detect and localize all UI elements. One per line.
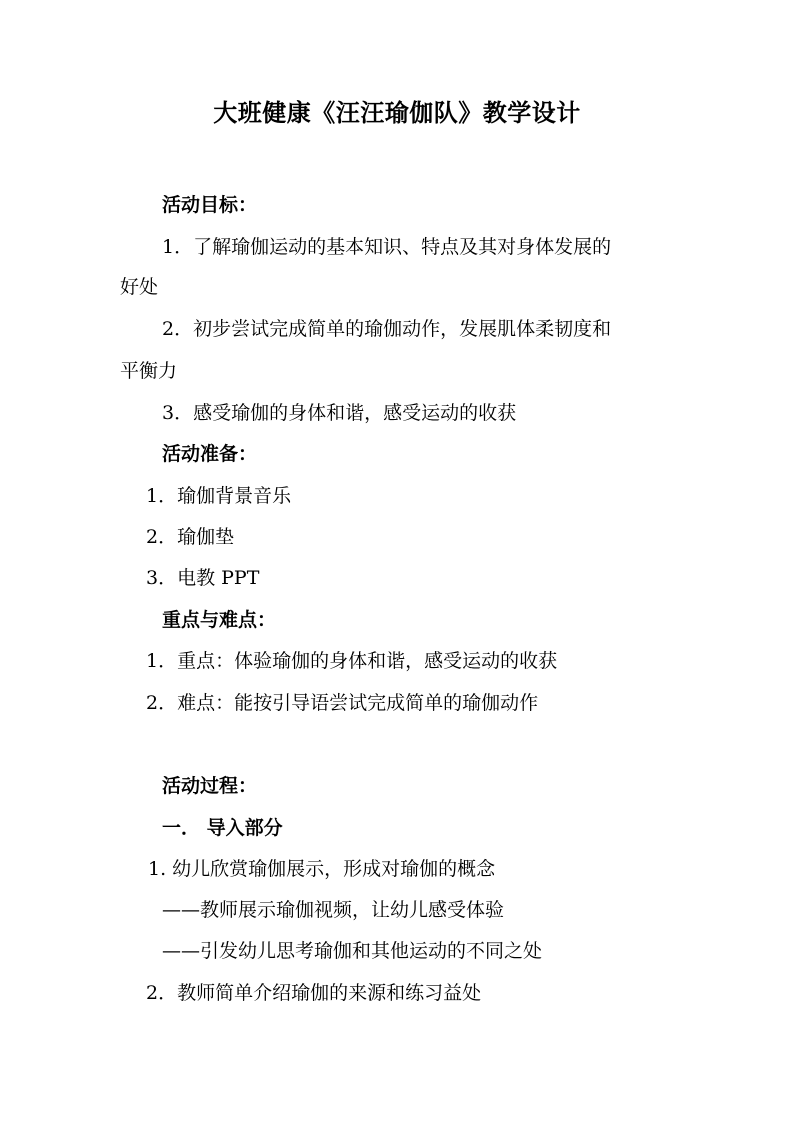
preparation-item-2: 2．瑜伽垫: [146, 526, 235, 548]
process-section-1-title: 一． 导入部分: [162, 817, 283, 839]
preparation-heading: 活动准备：: [162, 443, 258, 465]
preparation-item-1: 1．瑜伽背景音乐: [146, 485, 292, 507]
key-point-item-2: 2．难点：能按引导语尝试完成简单的瑜伽动作: [146, 692, 539, 714]
process-step-1-sub-2: ——引发幼儿思考瑜伽和其他运动的不同之处: [162, 940, 543, 962]
goal-item-2-line-1: 2．初步尝试完成简单的瑜伽动作，发展肌体柔韧度和: [162, 318, 612, 340]
process-step-1-sub-1: ——教师展示瑜伽视频，让幼儿感受体验: [162, 899, 505, 921]
goal-item-1-line-1: 1．了解瑜伽运动的基本知识、特点及其对身体发展的: [162, 236, 612, 258]
process-step-2: 2．教师简单介绍瑜伽的来源和练习益处: [146, 982, 482, 1004]
document-title: 大班健康《汪汪瑜伽队》教学设计: [213, 99, 581, 127]
process-step-1: 1. 幼儿欣赏瑜伽展示，形成对瑜伽的概念: [148, 858, 496, 880]
key-point-item-1: 1．重点：体验瑜伽的身体和谐，感受运动的收获: [146, 650, 558, 672]
goals-heading: 活动目标：: [162, 194, 258, 216]
process-heading: 活动过程：: [162, 775, 258, 797]
goal-item-2-line-2: 平衡力: [120, 360, 178, 382]
preparation-item-3: 3．电教 PPT: [146, 567, 260, 589]
key-points-heading: 重点与难点：: [162, 609, 277, 631]
goal-item-1-line-2: 好处: [120, 276, 159, 298]
goal-item-3: 3．感受瑜伽的身体和谐，感受运动的收获: [162, 402, 517, 424]
